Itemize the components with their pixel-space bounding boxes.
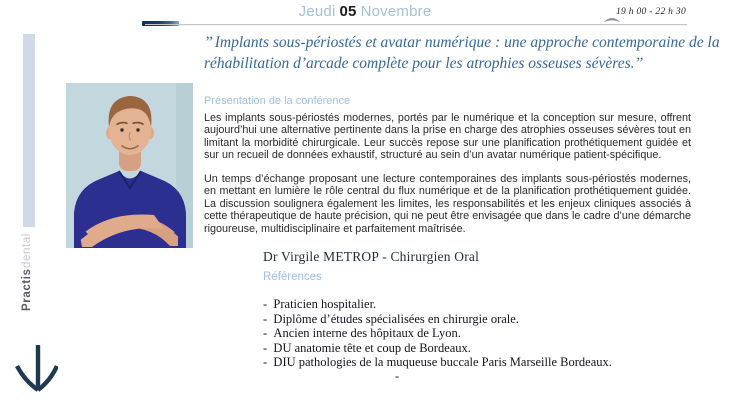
- section-label-references: Références: [263, 271, 322, 283]
- brand-primary: Practis: [21, 268, 33, 311]
- section-label-presentation: Présentation de la conférence: [204, 95, 351, 107]
- paragraph-2: Un temps d’échange proposant une lecture contemporaines des implants sous-périostés modernes, en mettant en lumière le rôle central du flux numérique et de la planification prothétiquement guidée. La discussion soulignera également les limites, les responsabilités et les enjeux cliniques associés à cette thérapeutique de haute précision, qui ne peut être envisagée que dans le cadre d’une démarche rigoureuse, multidisciplinaire et parfaitement maîtrisée.: [204, 172, 691, 235]
- list-item: - Praticien hospitalier.: [263, 297, 612, 312]
- speaker-photo: [66, 83, 193, 248]
- speaker-name: Dr Virgile METROP - Chirurgien Oral: [263, 249, 480, 264]
- line-swoosh-icon: [603, 16, 621, 23]
- references-list: [263, 297, 612, 370]
- list-item: - Ancien interne des hôpitaux de Lyon.: [263, 326, 612, 341]
- list-item: - Diplôme d’études spécialisées en chirurgie orale.: [263, 312, 612, 327]
- conference-title: ’’ Implants sous-périostés et avatar numérique : une approche contemporaine de la réhabilitation d’arcade complète pour les atrophies osseuses sévères.’’: [204, 34, 720, 72]
- presentation-text: [204, 112, 691, 246]
- trailing-dash: -: [395, 369, 400, 383]
- brand-logo: [21, 231, 33, 311]
- arrow-down-icon: [12, 342, 58, 398]
- header-day: Jeudi: [298, 3, 336, 20]
- header-divider-line: [145, 24, 687, 25]
- header-month: Novembre: [360, 3, 432, 20]
- paragraph-1: Les implants sous-périostés modernes, portés par le numérique et la conception sur mesure, offrent aujourd’hui une alternative pertinente dans la prise en charge des atrophies osseuses sévères tout en limitant la morbidité chirurgicale. Leur succès repose sur une planification prothétiquement guidée et sur un recueil de données exhaustif, structuré au sein d’un avatar numérique patient-spécifique.: [204, 112, 691, 162]
- list-item: - DU anatomie tête et coup de Bordeaux.: [263, 341, 612, 356]
- header-time-range: 19 h 00 - 22 h 30: [615, 7, 686, 17]
- list-item: - DIU pathologies de la muqueuse buccale Paris Marseille Bordeaux.: [263, 355, 612, 370]
- brand-secondary: dental: [21, 233, 33, 269]
- header-day-number: 05: [339, 3, 357, 20]
- sidebar-accent-bar: [23, 34, 35, 227]
